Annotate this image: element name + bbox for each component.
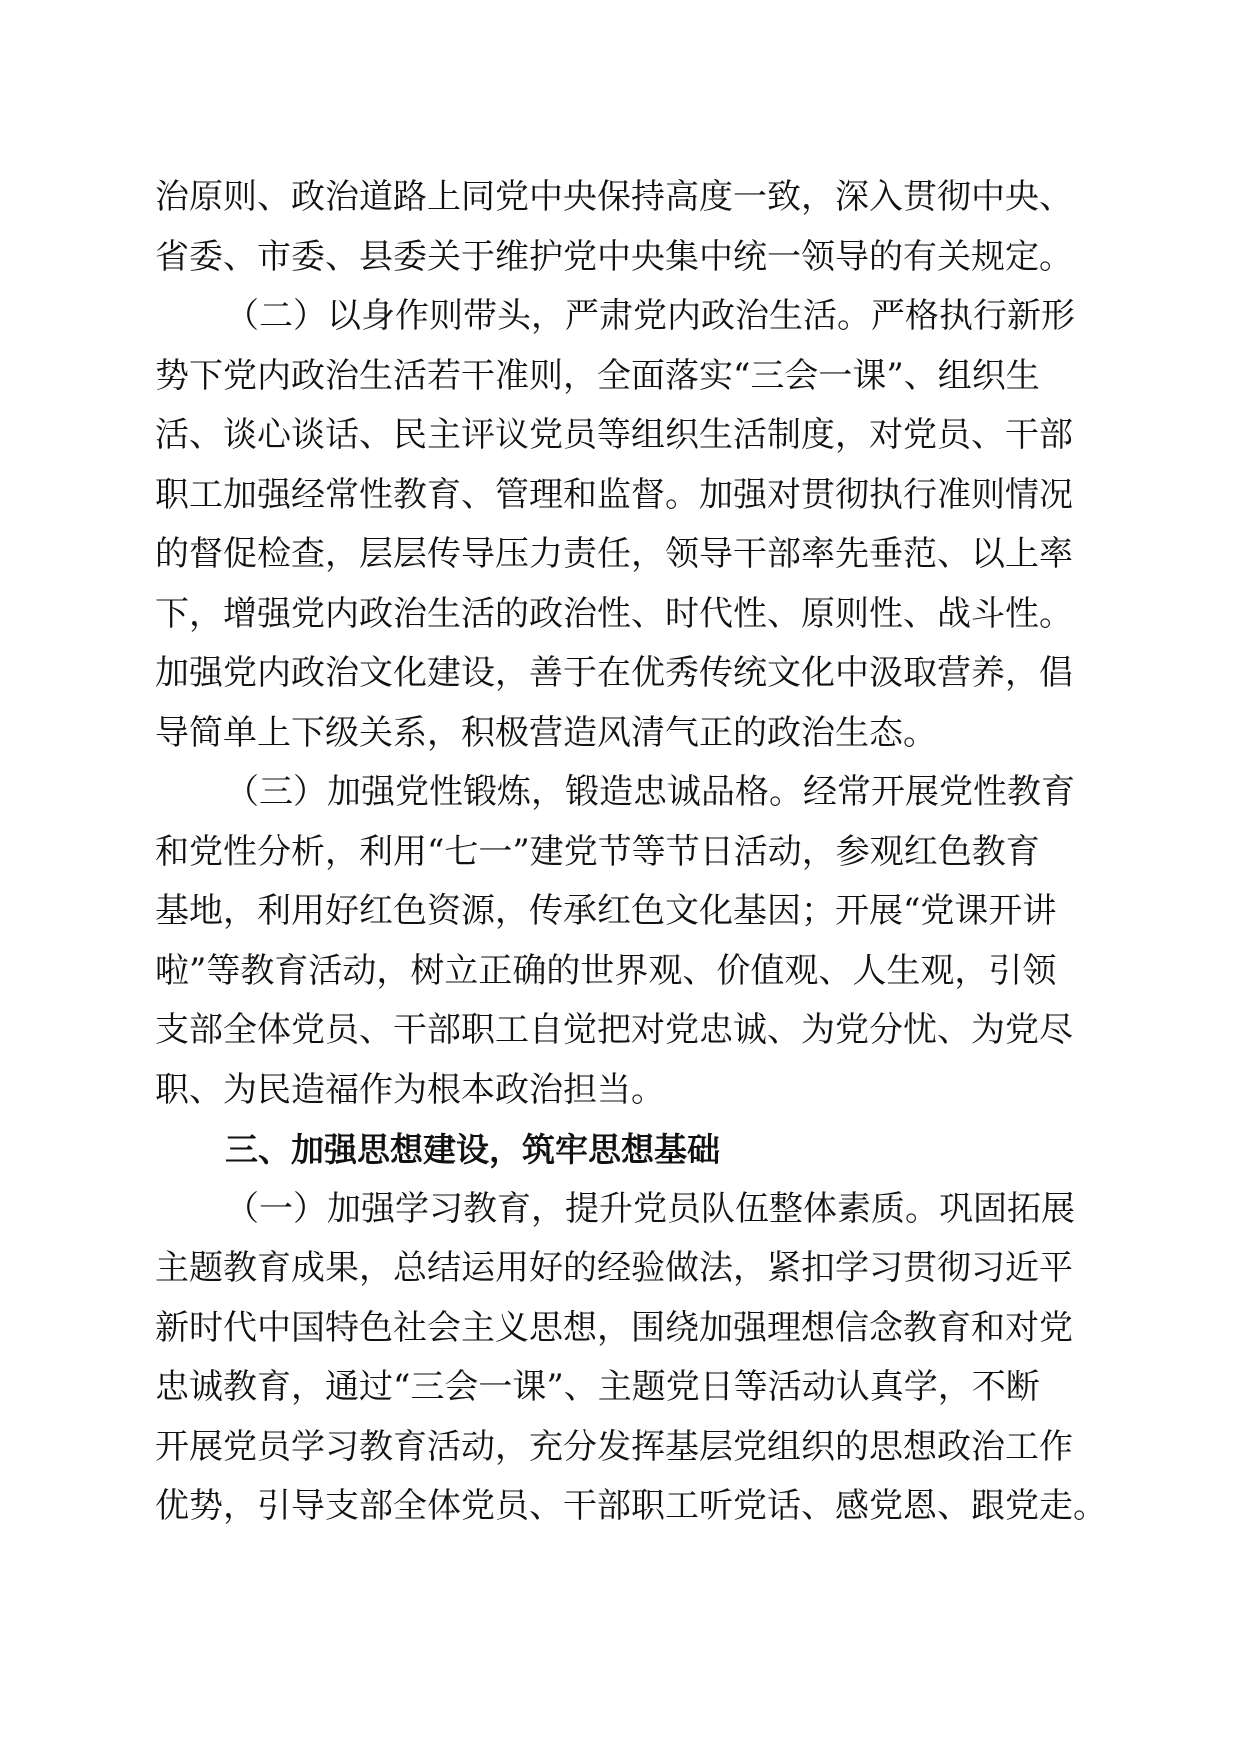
text-line-2 <box>155 228 1073 288</box>
document-body <box>155 168 1107 1537</box>
subsection-lead: （一）加强学习教育，提升党员队伍整体素质。 <box>225 1188 939 1229</box>
line-text: 支部全体党员、干部职工自觉把对党忠诚、为党分忧、为党尽 <box>155 1010 1073 1050</box>
text-line-5 <box>155 406 1073 466</box>
line-text: 主题教育成果，总结运用好的经验做法，紧扣学习贯彻习近平 <box>155 1248 1073 1288</box>
text-line-6 <box>155 466 1073 526</box>
line-text: 优势，引导支部全体党员、干部职工听党话、感党恩、跟党走。 <box>155 1486 1107 1526</box>
text-line-4 <box>155 347 1067 407</box>
line-text: 导简单上下级关系，积极营造风清气正的政治生态。 <box>155 712 937 753</box>
line-text: 治原则、政治道路上同党中央保持高度一致，深入贯彻中央、 <box>155 177 1073 217</box>
line-text: 活、谈心谈话、民主评议党员等组织生活制度，对党员、干部 <box>155 415 1073 455</box>
text-line-22 <box>155 1418 1073 1478</box>
text-line-21 <box>155 1358 1067 1418</box>
subsection-lead: （二）以身作则带头，严肃党内政治生活。 <box>225 296 871 336</box>
text-line-16 <box>155 1061 1067 1121</box>
text-line-15 <box>155 1001 1073 1061</box>
line-text: 加强党内政治文化建设，善于在优秀传统文化中汲取营养，倡 <box>155 653 1073 693</box>
text-line-23 <box>155 1477 1107 1537</box>
section-heading: 三、加强思想建设，筑牢思想基础 <box>225 1130 720 1169</box>
subsection-1-start <box>155 1180 1075 1240</box>
text-line-7 <box>155 525 1073 585</box>
subsection-2-start <box>155 287 1075 347</box>
text-line-9 <box>155 644 1073 704</box>
text-line-8 <box>155 585 1073 645</box>
text-line-19 <box>155 1239 1073 1299</box>
line-text: 下，增强党内政治生活的政治性、时代性、原则性、战斗性。 <box>155 593 1073 634</box>
line-text: 的督促检查，层层传导压力责任，领导干部率先垂范、以上率 <box>155 534 1073 574</box>
subsection-3-start <box>155 763 1075 823</box>
line-text: 严格执行新形 <box>871 296 1075 336</box>
line-text: 职工加强经常性教育、管理和监督。加强对贯彻执行准则情况 <box>155 474 1073 515</box>
text-line-13 <box>155 882 1067 942</box>
subsection-lead: （三）加强党性锻炼，锻造忠诚品格。 <box>225 772 803 812</box>
text-line-20 <box>155 1299 1073 1359</box>
line-text: 开展党员学习教育活动，充分发挥基层党组织的思想政治工作 <box>155 1426 1073 1467</box>
line-text: 啦”等教育活动，树立正确的世界观、价值观、人生观，引领 <box>155 950 1057 991</box>
text-line-1 <box>155 168 1073 228</box>
line-text: 势下党内政治生活若干准则，全面落实“三会一课”、组织生 <box>155 355 1040 396</box>
text-line-12 <box>155 823 1067 883</box>
line-text: 经常开展党性教育 <box>803 772 1075 812</box>
line-text: 新时代中国特色社会主义思想，围绕加强理想信念教育和对党 <box>155 1307 1073 1348</box>
text-line-10 <box>155 704 1067 764</box>
line-text: 基地，利用好红色资源，传承红色文化基因；开展“党课开讲 <box>155 891 1057 931</box>
line-text: 巩固拓展 <box>939 1188 1075 1229</box>
line-text: 和党性分析，利用“七一”建党节等节日活动，参观红色教育 <box>155 831 1040 872</box>
line-text: 职、为民造福作为根本政治担当。 <box>155 1069 665 1110</box>
line-text: 忠诚教育，通过“三会一课”、主题党日等活动认真学，不断 <box>155 1367 1040 1407</box>
text-line-14 <box>155 942 1067 1002</box>
line-text: 省委、市委、县委关于维护党中央集中统一领导的有关规定。 <box>155 236 1073 277</box>
